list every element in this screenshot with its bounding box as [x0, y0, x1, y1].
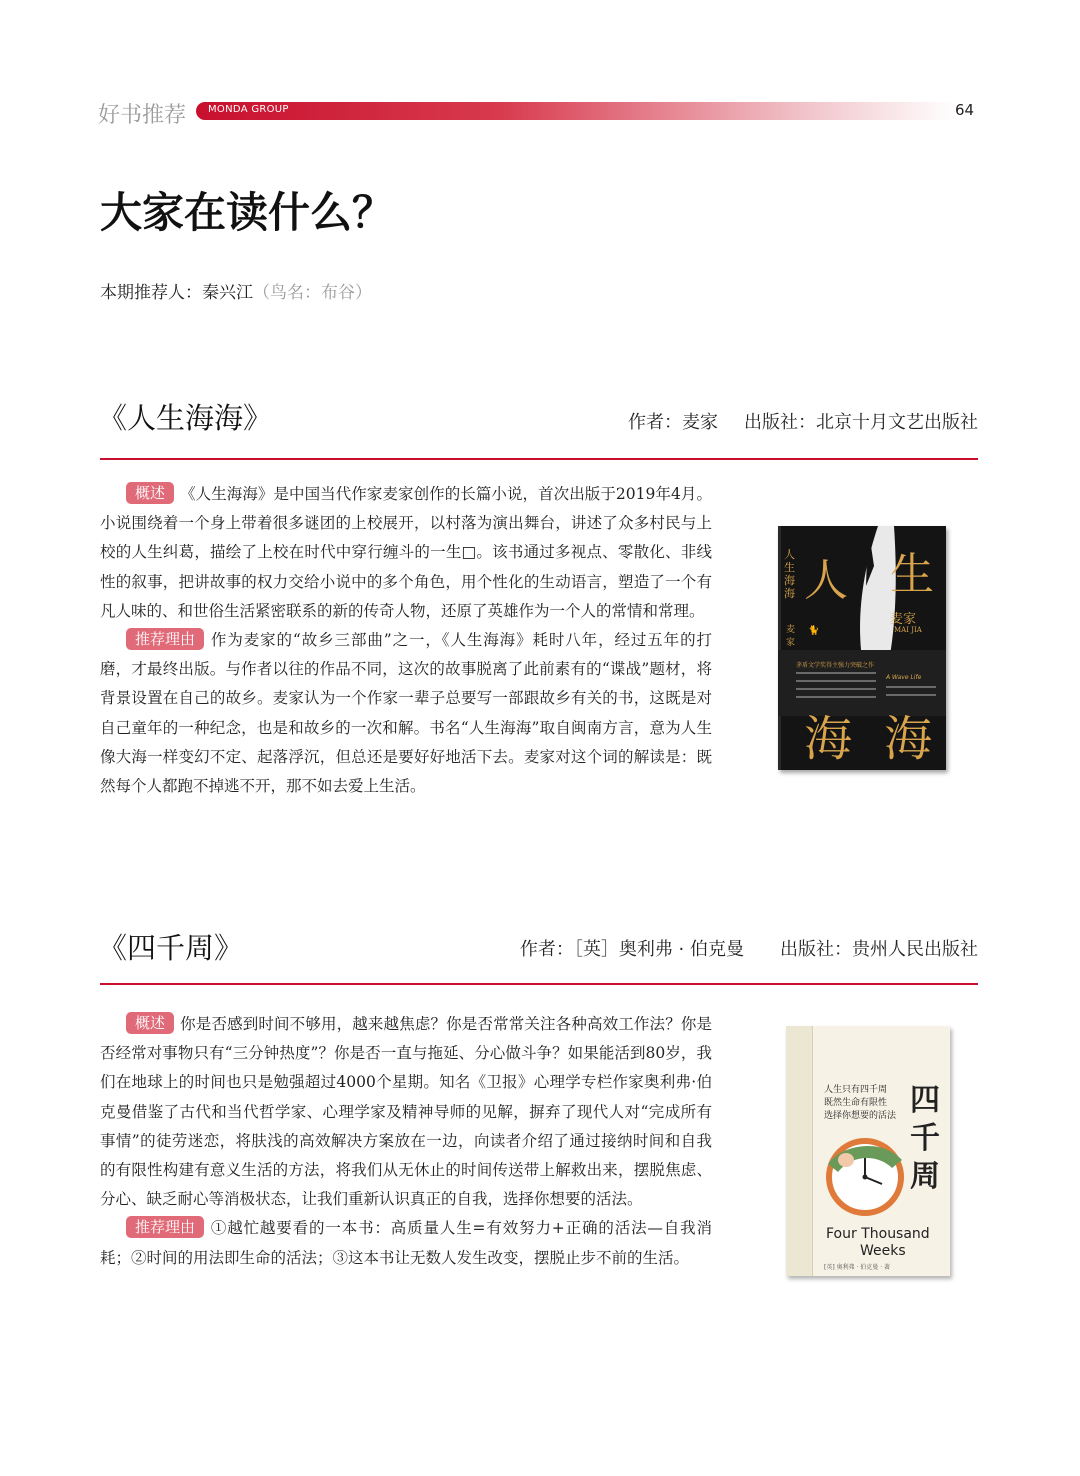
summary-text: 你是否感到时间不够用，越来越焦虑？你是否常常关注各种高效工作法？你是否经常对事物只有“三分钟热度”？你是否一直与拖延、分心做斗争？如果能活到80岁，我们在地球上的时间也只是勉强超过4000个星期。知名《卫报》心理学专栏作家奥利弗·伯克曼借鉴了古代和当代哲学家、心理学家及精神导师的见解，摒弃了现代人对“完成所有事情”的徒劳迷恋，将肤浅的高效解决方案放在一边，向读者介绍了通过接纳时间和自我的有限性构建有意义生活的方法，将我们从无休止的时间传送带上解救出来，摆脱焦虑、分心、缺乏耐心等消极状态，让我们重新认识真正的自我，选择你想要的活法。 — [100, 1015, 712, 1209]
cover-tagline: 人生只有四千周 既然生命有限性 选择你想要的活法 — [824, 1085, 897, 1121]
cat-icon: 🐈 — [808, 626, 820, 636]
reason-tag: 推荐理由 — [126, 1216, 204, 1238]
book-cover — [778, 526, 946, 770]
summary-tag: 概述 — [126, 1012, 174, 1034]
summary-paragraph — [100, 480, 712, 626]
cover-spine — [786, 1026, 813, 1276]
clock-icon — [822, 1134, 908, 1220]
cover-char: 海 — [804, 711, 853, 767]
book-description — [100, 480, 712, 801]
book-description — [100, 1010, 712, 1273]
recommender-birdname: （鸟名：布谷） — [253, 283, 372, 303]
recommender-label: 本期推荐人：秦兴江 — [100, 283, 253, 303]
book-publisher: 出版社：北京十月文艺出版社 — [744, 412, 978, 433]
summary-tag: 概述 — [126, 482, 174, 504]
cover-english: A Wave Life — [886, 674, 922, 681]
cover-author-en: MAI JIA — [894, 626, 922, 634]
reason-paragraph — [100, 626, 712, 801]
summary-text: 《人生海海》是中国当代作家麦家创作的长篇小说，首次出版于2019年4月。小说围绕着一个身上带着很多谜团的上校展开，以村落为演出舞台，讲述了众多村民与上校的人生纠葛，描绘了上校在时代中穿行缠斗的一生□。该书通过多视点、零散化、非线性的叙事，把讲故事的权力交给小说中的多个角色，用个性化的生动语言，塑造了一个有凡人味的、和世俗生活紧密联系的新的传奇人物，还原了英雄作为一个人的常情和常理。 — [100, 485, 712, 620]
book-meta — [520, 935, 978, 961]
cover-char: 海 — [884, 711, 933, 767]
book-author: 作者：［英］奥利弗 · 伯克曼 — [519, 939, 744, 960]
book-meta — [628, 408, 978, 434]
summary-paragraph — [100, 1010, 712, 1214]
cover-english-title: Four Thousand Weeks — [826, 1226, 930, 1259]
page-title: 大家在读什么？ — [100, 188, 395, 237]
cover-band-line: 茅盾文学奖得主强力突破之作 — [796, 662, 875, 669]
cover-char: 生 — [890, 549, 934, 600]
book-publisher: 出版社：贵州人民出版社 — [780, 939, 978, 960]
section-divider — [100, 983, 978, 985]
reason-paragraph — [100, 1214, 712, 1272]
reason-text: ①越忙越要看的一本书：高质量人生=有效努力+正确的活法—自我消耗；②时间的用法即生命的活法；③这本书让无数人发生改变，摆脱止步不前的生活。 — [100, 1219, 712, 1267]
header-bar — [196, 102, 956, 120]
section-label: 好书推荐 — [98, 103, 187, 128]
cover-spine-author: 麦家 — [786, 625, 796, 648]
cover-vertical-title: 四千周 — [910, 1083, 940, 1194]
book-cover — [786, 1026, 950, 1276]
book-title: 《四千周》 — [98, 931, 244, 965]
brand-label: MONDA GROUP — [208, 104, 289, 115]
page-number: 64 — [955, 101, 975, 119]
section-divider — [100, 458, 978, 460]
cover-author: 麦家 — [890, 612, 917, 627]
reason-text: 作为麦家的“故乡三部曲”之一，《人生海海》耗时八年，经过五年的打磨，才最终出版。与作者以往的作品不同，这次的故事脱离了此前素有的“谍战”题材，将背景设置在自己的故乡。麦家认为一个作家一辈子总要写一部跟故乡有关的书，这既是对自己童年的一种纪念，也是和故乡的一次和解。书名“人生海海”取自闽南方言，意为人生像大海一样变幻不定、起落浮沉，但总还是要好好地活下去。麦家对这个词的解读是：既然每个人都跑不掉逃不开，那不如去爱上生活。 — [100, 631, 712, 796]
book-author: 作者：麦家 — [628, 412, 718, 433]
recommender — [100, 278, 372, 303]
cover-char: 人 — [804, 555, 848, 606]
cover-vertical-title: 人生海海 — [784, 548, 795, 600]
cover-author-line: [英] 奥利弗 · 伯克曼 · 著 — [824, 1264, 891, 1271]
book-title: 《人生海海》 — [98, 401, 273, 435]
reason-tag: 推荐理由 — [126, 628, 204, 650]
